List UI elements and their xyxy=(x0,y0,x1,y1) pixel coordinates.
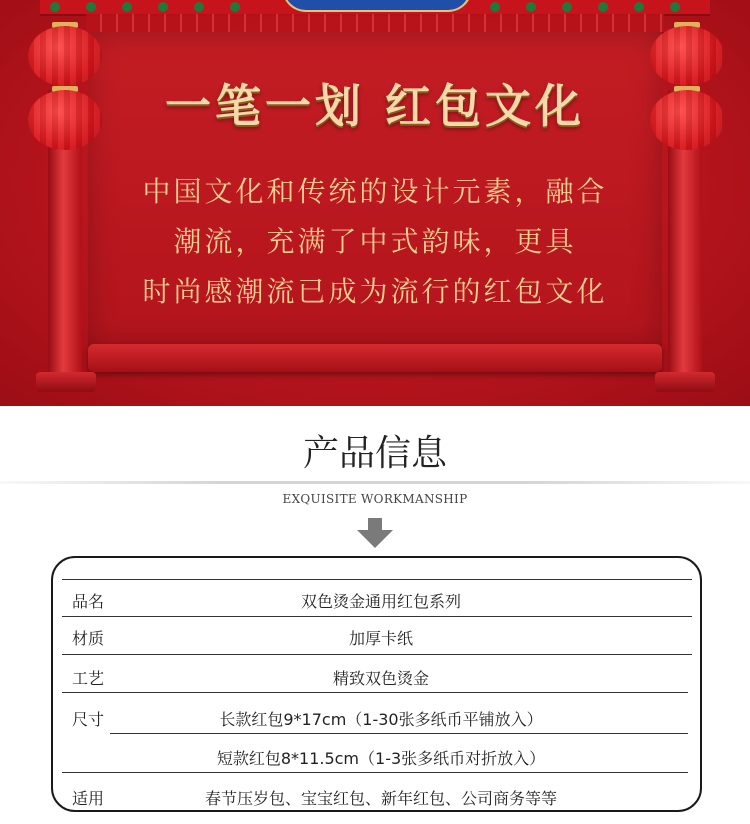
table-divider xyxy=(62,772,688,773)
table-divider xyxy=(110,733,688,734)
table-divider xyxy=(62,616,692,617)
hero-banner xyxy=(0,0,750,406)
section-title: 产品信息 xyxy=(302,433,447,474)
table-divider xyxy=(62,692,688,693)
row-label: 品名 xyxy=(72,592,105,611)
row-value: 短款红包8*11.5cm（1-3张多纸币对折放入） xyxy=(216,749,546,768)
banner-title: 一笔一划 红包文化 xyxy=(164,79,585,133)
row-value: 双色烫金通用红包系列 xyxy=(300,592,461,611)
row-label: 材质 xyxy=(72,629,105,648)
divider xyxy=(0,481,750,484)
banner-line: 时尚感潮流已成为流行的红包文化 xyxy=(142,275,608,308)
row-label: 尺寸 xyxy=(72,710,105,729)
pillar-base-right xyxy=(655,372,715,392)
row-value: 春节压岁包、宝宝红包、新年红包、公司商务等等 xyxy=(204,789,557,808)
row-value: 精致双色烫金 xyxy=(332,669,429,688)
row-value: 长款红包9*17cm（1-30张多纸币平铺放入） xyxy=(219,710,543,729)
table-divider xyxy=(62,654,692,655)
lattice-frieze xyxy=(86,14,664,34)
section-subtitle: EXQUISITE WORKMANSHIP xyxy=(282,492,468,506)
lantern-icon xyxy=(650,26,724,86)
row-label: 工艺 xyxy=(72,669,105,688)
arrow-down-icon xyxy=(357,518,393,548)
row-value: 加厚卡纸 xyxy=(348,629,413,648)
row-label: 适用 xyxy=(72,789,105,808)
table-divider xyxy=(62,579,692,580)
roof-emblem xyxy=(282,0,472,12)
banner-line: 中国文化和传统的设计元素，融合 xyxy=(142,175,608,208)
scroll-beam xyxy=(88,344,662,372)
lantern-icon xyxy=(650,90,724,150)
banner-line: 潮流，充满了中式韵味，更具 xyxy=(173,225,577,258)
pillar-base-left xyxy=(36,372,96,392)
